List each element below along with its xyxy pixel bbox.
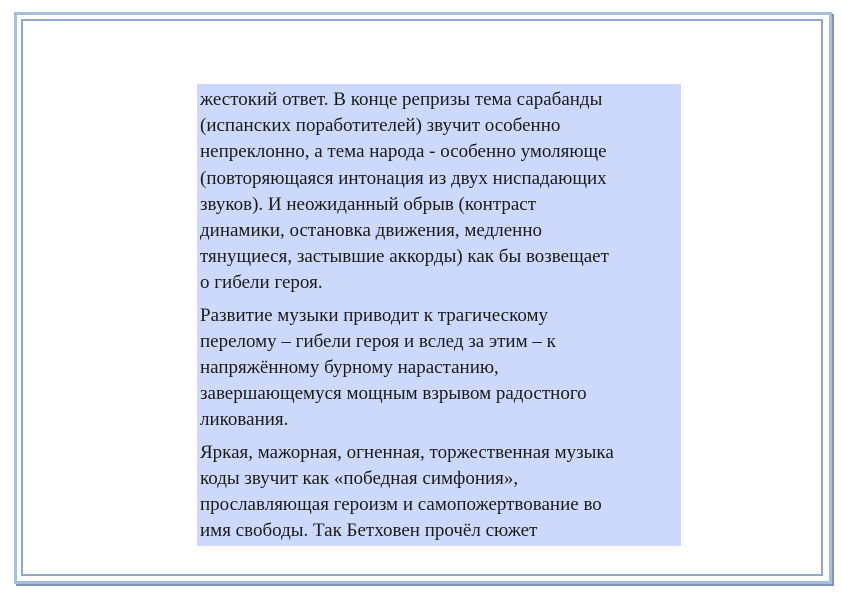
text-box <box>197 84 681 546</box>
paragraph-2: Развитие музыки приводит к трагическому перелому – гибели героя и вслед за этим – к напряжённому бурному нарастанию, завершающемуся мощным взрывом радостного ликования. <box>200 304 587 431</box>
paragraph-1: жестокий ответ. В конце репризы тема сарабанды (испанских поработителей) звучит особенно непреклонно, а тема народа - особенно умоляюще (повторяющаяся интонация из двух ниспадающих звуков). И неожиданный обрыв (контраст динамики, остановка движения, медленно тянущиеся, застывшие аккорды) как бы возвещает о гибели героя. <box>200 89 609 294</box>
paragraph-3: Яркая, мажорная, огненная, торжественная музыка коды звучит как «победная симфония», прославляющая героизм и самопожертвование во имя свободы. Так Бетховен прочёл сюжет <box>200 441 614 542</box>
